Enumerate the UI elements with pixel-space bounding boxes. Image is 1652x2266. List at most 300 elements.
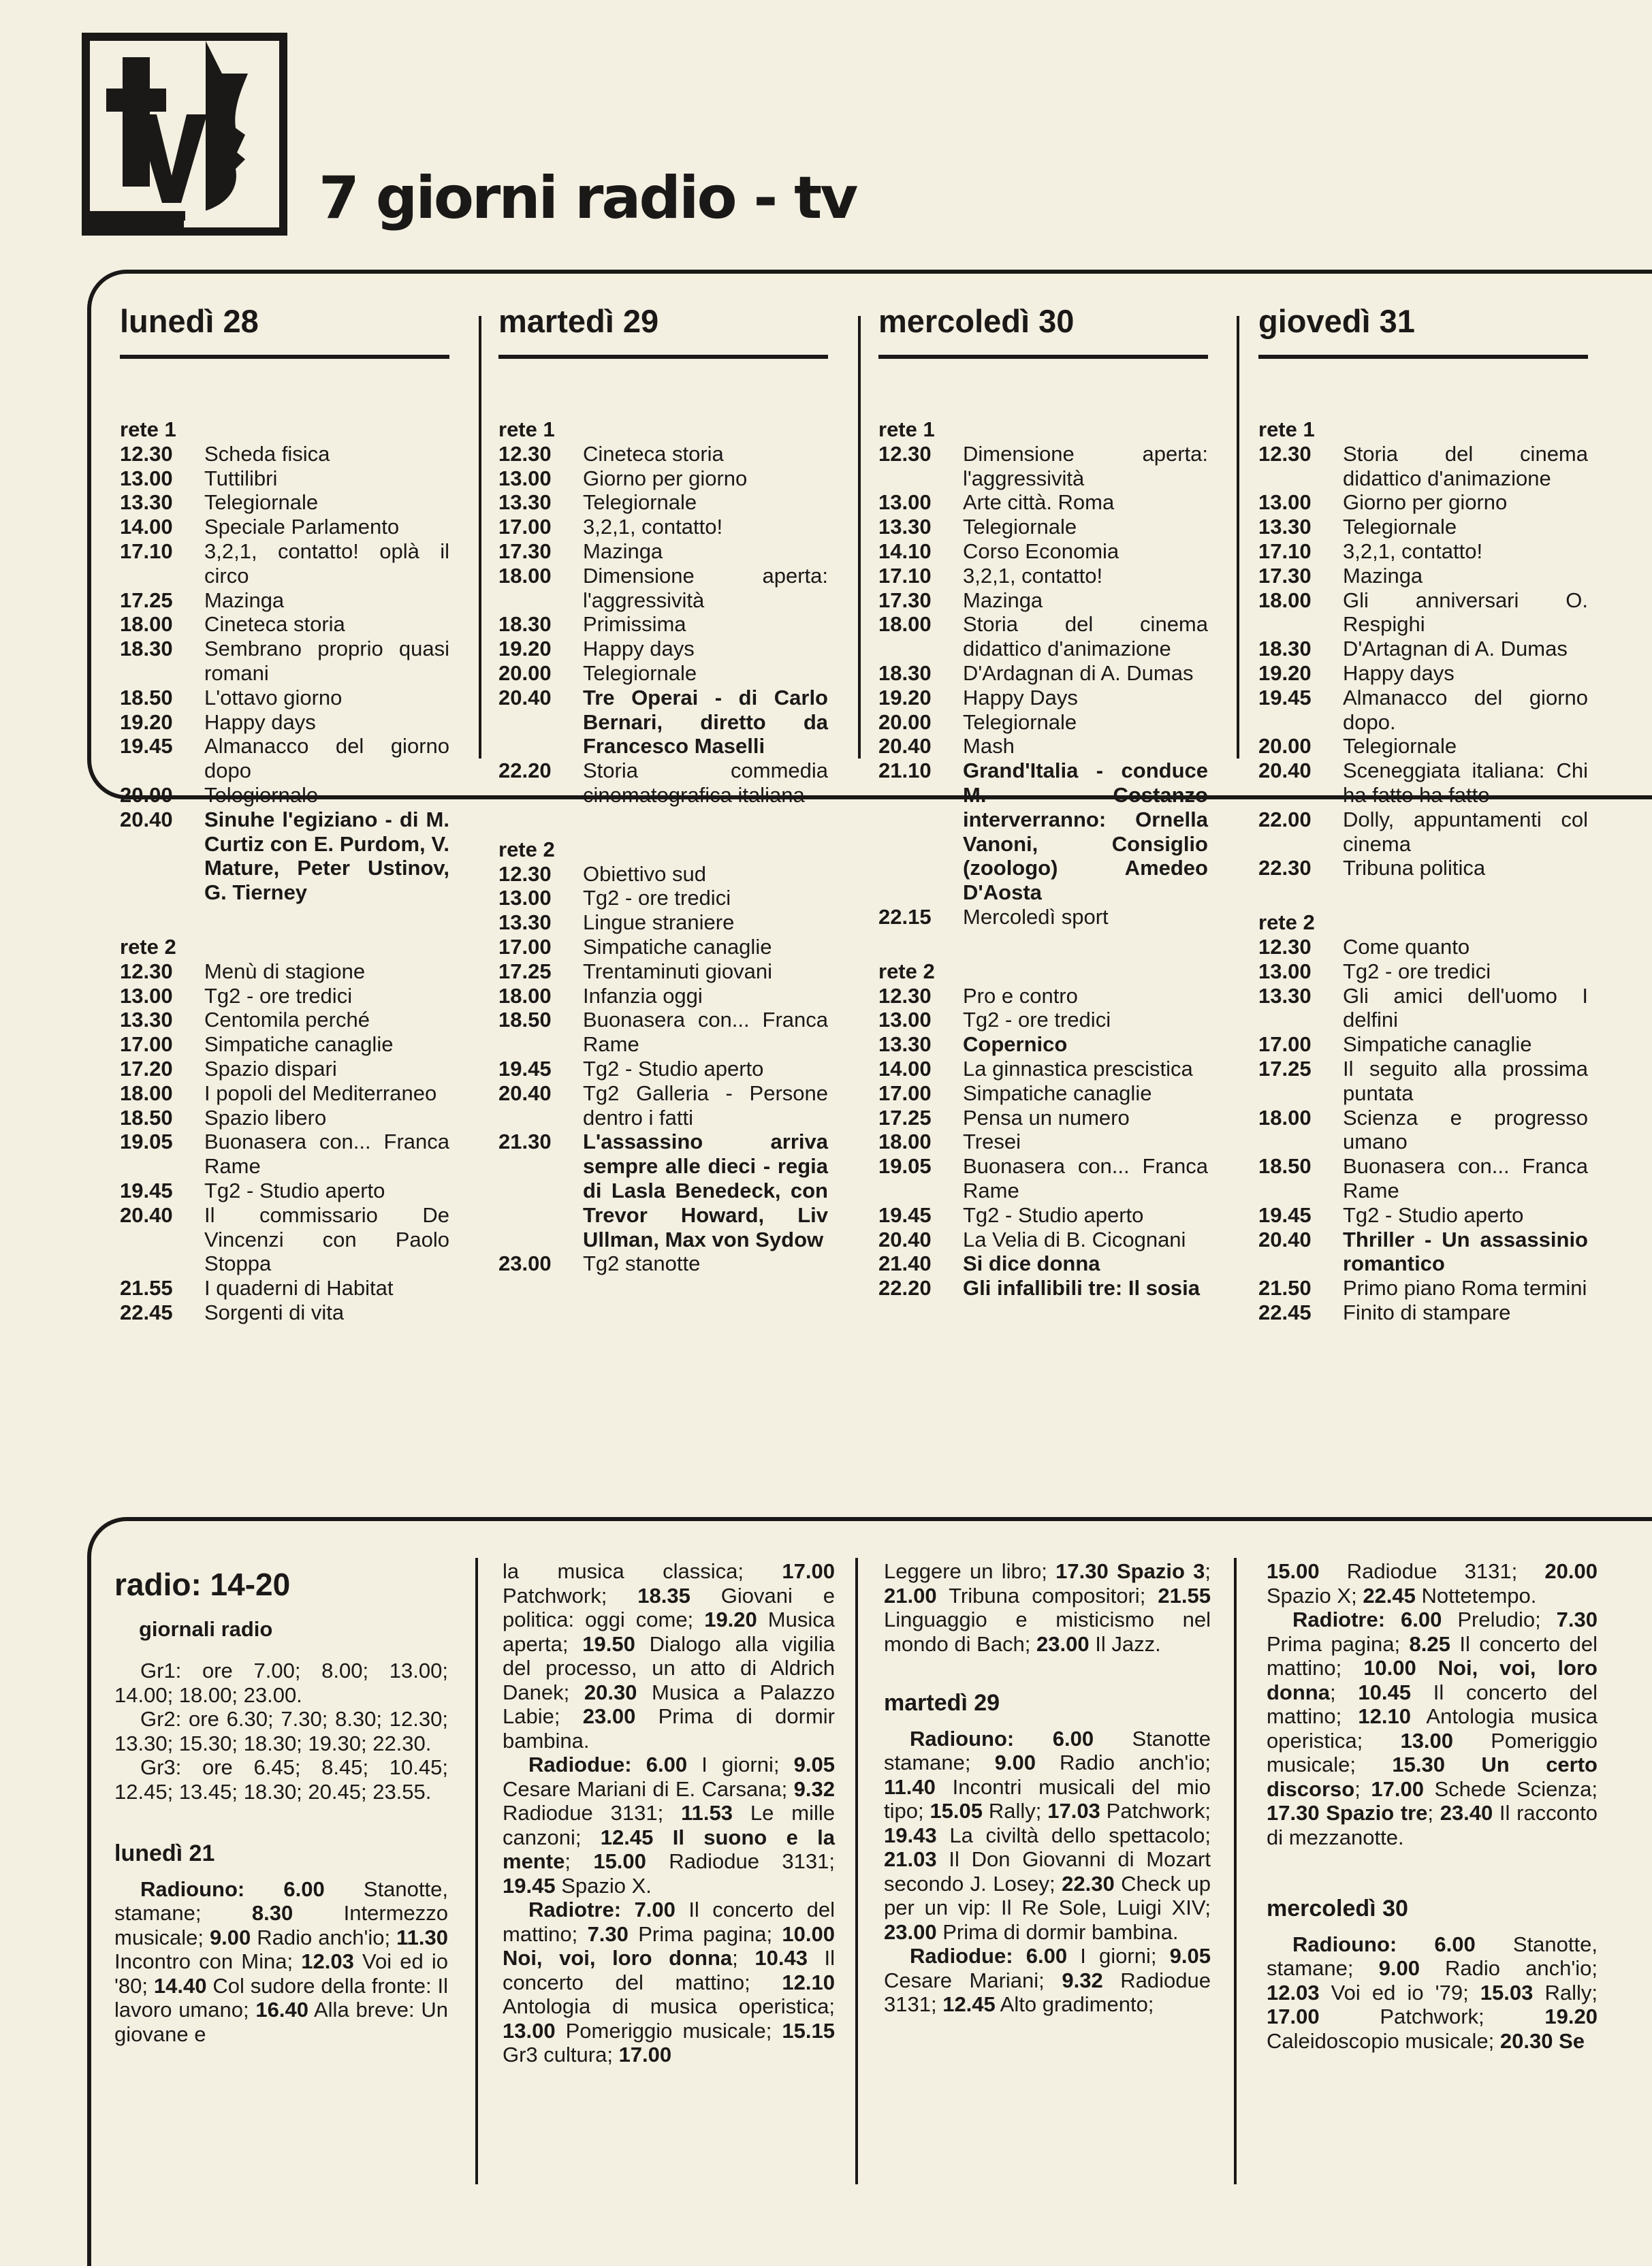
program-row bbox=[498, 612, 828, 637]
program-time: 19.45 bbox=[878, 1202, 932, 1227]
program-row bbox=[878, 984, 1208, 1008]
program-title: Simpatiche canaglie bbox=[204, 1032, 394, 1057]
program-time: 18.00 bbox=[120, 612, 173, 637]
program-title: Tribuna politica bbox=[1343, 856, 1486, 880]
program-time: 17.00 bbox=[498, 515, 552, 539]
program-title: Buonasera con... Franca Rame bbox=[963, 1154, 1208, 1202]
program-time: 21.55 bbox=[120, 1276, 173, 1300]
program-time: 19.20 bbox=[878, 685, 932, 709]
program-title: Cineteca storia bbox=[204, 612, 345, 637]
program-time: 17.00 bbox=[120, 1032, 173, 1057]
program-row bbox=[878, 661, 1208, 686]
program-time: 20.40 bbox=[1258, 759, 1312, 783]
program-title: 3,2,1, contatto! oplà il circo bbox=[204, 539, 449, 588]
program-title: 3,2,1, contatto! bbox=[1343, 539, 1483, 563]
program-row bbox=[120, 1057, 449, 1081]
program-title: D'Artagnan di A. Dumas bbox=[1343, 637, 1568, 661]
program-row bbox=[1258, 564, 1588, 588]
program-title: Buonasera con... Franca Rame bbox=[583, 1008, 828, 1057]
program-row bbox=[1258, 1276, 1588, 1300]
day-column bbox=[120, 305, 449, 1325]
program-title: 3,2,1, contatto! bbox=[583, 515, 723, 539]
program-row bbox=[120, 710, 449, 735]
program-time: 12.30 bbox=[878, 441, 932, 466]
gr-line: Gr3: ore 6.45; 8.45; 10.45; 12.45; 13.45; 18.30; 20.45; 23.55. bbox=[114, 1755, 448, 1804]
program-title: Telegiornale bbox=[583, 490, 697, 515]
program-title: Tg2 - Studio aperto bbox=[204, 1178, 385, 1202]
column-divider bbox=[858, 316, 861, 759]
program-row bbox=[120, 1081, 449, 1106]
program-time: 19.45 bbox=[120, 1178, 173, 1202]
program-time: 18.30 bbox=[498, 612, 552, 637]
program-time: 12.30 bbox=[498, 441, 552, 466]
program-title: Storia commedia cinematografica italiana bbox=[583, 759, 828, 807]
program-time: 17.30 bbox=[498, 539, 552, 563]
program-time: 20.40 bbox=[120, 1202, 173, 1227]
program-time: 22.45 bbox=[1258, 1300, 1312, 1324]
program-title: Happy days bbox=[583, 637, 695, 661]
program-row bbox=[120, 734, 449, 783]
program-row bbox=[120, 1179, 449, 1203]
program-time: 22.00 bbox=[1258, 807, 1312, 831]
program-row bbox=[498, 1081, 828, 1130]
radio-paragraph: 15.00 Radiodue 3131; 20.00 Spazio X; 22.45 Nottetempo. bbox=[1267, 1559, 1598, 1608]
program-time: 18.00 bbox=[878, 612, 932, 637]
program-title: Tg2 - Studio aperto bbox=[1343, 1202, 1524, 1227]
program-time: 12.30 bbox=[120, 441, 173, 466]
program-row bbox=[878, 515, 1208, 539]
program-time: 19.20 bbox=[120, 709, 173, 734]
program-row bbox=[120, 1300, 449, 1325]
program-row bbox=[878, 564, 1208, 588]
radio-paragraph: Radiouno: 6.00 Stanotte, stamane; 9.00 Radio anch'io; 12.03 Voi ed io '79; 15.03 Rally; 17.00 Patchwork; 19.20 Caleidoscopio musicale; 20.30 Se bbox=[1267, 1932, 1598, 2053]
program-time: 13.00 bbox=[498, 466, 552, 490]
program-time: 13.30 bbox=[1258, 983, 1312, 1008]
program-time: 13.00 bbox=[1258, 490, 1312, 515]
day-title: martedì 29 bbox=[498, 305, 828, 359]
program-row bbox=[120, 637, 449, 686]
program-row bbox=[878, 1251, 1208, 1276]
program-title: Tg2 stanotte bbox=[583, 1251, 701, 1276]
program-title: La Velia di B. Cicognani bbox=[963, 1227, 1186, 1251]
program-title: L'assassino arriva sempre alle dieci - regia di Lasla Benedeck, con Trevor Howard, Liv Ullman, Max von Sydow bbox=[583, 1130, 828, 1251]
program-title: Lingue straniere bbox=[583, 910, 735, 935]
program-title: Telegiornale bbox=[1343, 515, 1457, 539]
program-title: Happy Days bbox=[963, 685, 1078, 709]
program-title: Tg2 Galleria - Persone dentro i fatti bbox=[583, 1081, 828, 1130]
program-title: Infanzia oggi bbox=[583, 983, 703, 1008]
program-row bbox=[120, 1276, 449, 1300]
program-row bbox=[1258, 1032, 1588, 1057]
program-row bbox=[120, 588, 449, 613]
program-time: 21.40 bbox=[878, 1251, 932, 1276]
program-time: 13.00 bbox=[120, 983, 173, 1008]
program-row bbox=[878, 1008, 1208, 1032]
program-time: 19.45 bbox=[1258, 1202, 1312, 1227]
program-row bbox=[1258, 539, 1588, 564]
program-time: 23.00 bbox=[498, 1251, 552, 1276]
program-row bbox=[498, 490, 828, 515]
column-divider bbox=[1237, 316, 1239, 759]
program-time: 18.30 bbox=[120, 637, 173, 661]
program-title: Tg2 - ore tredici bbox=[583, 886, 731, 910]
program-time: 21.30 bbox=[498, 1130, 552, 1154]
program-title: Pro e contro bbox=[963, 983, 1078, 1008]
program-title: Spazio libero bbox=[204, 1105, 327, 1130]
program-title: Mazinga bbox=[963, 588, 1043, 612]
network-label: rete 2 bbox=[120, 934, 176, 959]
program-title: Il commissario De Vincenzi con Paolo Stoppa bbox=[204, 1202, 449, 1276]
program-title: Dolly, appuntamenti col cinema bbox=[1343, 807, 1588, 856]
day-column bbox=[878, 305, 1208, 1300]
program-title: Gli amici dell'uomo I delfini bbox=[1343, 983, 1588, 1032]
program-row bbox=[1258, 856, 1588, 880]
radio-paragraph: la musica classica; 17.00 Patchwork; 18.35 Giovani e politica: oggi come; 19.20 Musica aperta; 19.50 Dialogo alla vigilia del processo, un atto di Aldrich Danek; 20.30 Musica a Palazzo Labie; 23.00 Prima di dormir bambina. bbox=[503, 1559, 836, 1753]
program-time: 18.00 bbox=[498, 563, 552, 588]
program-time: 20.40 bbox=[498, 685, 552, 709]
program-time: 13.30 bbox=[878, 515, 932, 539]
program-row bbox=[1258, 935, 1588, 959]
program-time: 18.50 bbox=[120, 1105, 173, 1130]
radio-day-heading: lunedì 21 bbox=[114, 1840, 215, 1867]
program-row bbox=[1258, 959, 1588, 984]
program-title: Happy days bbox=[204, 709, 316, 734]
column-divider bbox=[855, 1558, 858, 2184]
program-title: Primissima bbox=[583, 612, 686, 637]
program-title: Simpatiche canaglie bbox=[963, 1081, 1152, 1105]
program-row bbox=[1258, 1154, 1588, 1203]
radio-day-heading: mercoledì 30 bbox=[1267, 1896, 1408, 1921]
program-row bbox=[878, 1203, 1208, 1228]
program-title: Telegiornale bbox=[1343, 734, 1457, 759]
program-title: Menù di stagione bbox=[204, 959, 366, 983]
gr-line: Gr2: ore 6.30; 7.30; 8.30; 12.30; 13.30; 15.30; 18.30; 19.30; 22.30. bbox=[114, 1707, 448, 1755]
program-title: Gli infallibili tre: Il sosia bbox=[963, 1276, 1200, 1300]
program-row bbox=[498, 539, 828, 564]
program-title: La ginnastica prescistica bbox=[963, 1056, 1193, 1081]
program-row bbox=[498, 1251, 828, 1276]
program-title: Telegiornale bbox=[583, 660, 697, 685]
radio-column-1 bbox=[114, 1554, 448, 2046]
program-time: 17.10 bbox=[1258, 539, 1312, 563]
program-time: 22.30 bbox=[1258, 856, 1312, 880]
program-row bbox=[1258, 1228, 1588, 1277]
program-time: 20.00 bbox=[878, 709, 932, 734]
program-time: 17.00 bbox=[1258, 1032, 1312, 1057]
program-title: Sembrano proprio quasi romani bbox=[204, 637, 449, 685]
radio-day-heading: martedì 29 bbox=[884, 1690, 1000, 1716]
program-time: 22.15 bbox=[878, 904, 932, 929]
program-time: 18.00 bbox=[498, 983, 552, 1008]
program-title: Gli anniversari O. Respighi bbox=[1343, 588, 1588, 637]
network-label: rete 1 bbox=[120, 417, 176, 441]
day-title: lunedì 28 bbox=[120, 305, 449, 359]
program-row bbox=[1258, 1203, 1588, 1228]
radio-paragraph: Radiodue: 6.00 I giorni; 9.05 Cesare Mariani; 9.32 Radiodue 3131; 12.45 Alto gradimento; bbox=[884, 1944, 1211, 2016]
program-time: 17.25 bbox=[120, 588, 173, 612]
program-row bbox=[120, 686, 449, 710]
program-time: 13.30 bbox=[878, 1032, 932, 1057]
program-row bbox=[1258, 661, 1588, 686]
program-title: Tg2 - Studio aperto bbox=[583, 1056, 764, 1081]
program-title: I popoli del Mediterraneo bbox=[204, 1081, 437, 1105]
program-title: Copernico bbox=[963, 1032, 1068, 1057]
program-time: 19.20 bbox=[498, 637, 552, 661]
program-title: D'Ardagnan di A. Dumas bbox=[963, 660, 1194, 685]
program-time: 18.00 bbox=[1258, 588, 1312, 612]
program-time: 17.00 bbox=[498, 934, 552, 959]
program-title: Thriller - Un assassinio romantico bbox=[1343, 1227, 1588, 1276]
program-title: Centomila perché bbox=[204, 1008, 370, 1032]
program-time: 12.30 bbox=[498, 861, 552, 886]
program-title: Tresei bbox=[963, 1130, 1021, 1154]
program-row bbox=[498, 959, 828, 984]
program-row bbox=[878, 612, 1208, 661]
program-time: 18.50 bbox=[498, 1008, 552, 1032]
program-row bbox=[120, 984, 449, 1008]
program-title: Telegiornale bbox=[204, 782, 319, 807]
program-row bbox=[1258, 515, 1588, 539]
program-row bbox=[878, 490, 1208, 515]
program-row bbox=[120, 783, 449, 808]
radio-paragraph: Radiouno: 6.00 Stanotte stamane; 9.00 Radio anch'io; 11.40 Incontri musicali del mio tipo; 15.05 Rally; 17.03 Patchwork; 19.43 La civiltà dello spettacolo; 21.03 Il Don Giovanni di Mozart secondo J. Losey; 22.30 Check up per un vip: Il Re Sole, Luigi XIV; 23.00 Prima di dormir bambina. bbox=[884, 1726, 1211, 1944]
program-time: 13.00 bbox=[498, 886, 552, 910]
program-time: 13.30 bbox=[1258, 515, 1312, 539]
program-row bbox=[498, 910, 828, 935]
program-row bbox=[498, 637, 828, 661]
program-row bbox=[1258, 759, 1588, 808]
program-time: 18.50 bbox=[1258, 1154, 1312, 1179]
program-row bbox=[878, 588, 1208, 613]
program-row bbox=[498, 515, 828, 539]
program-row bbox=[1258, 1300, 1588, 1325]
program-time: 12.30 bbox=[878, 983, 932, 1008]
program-time: 14.10 bbox=[878, 539, 932, 563]
program-row bbox=[120, 1106, 449, 1130]
day-title: giovedì 31 bbox=[1258, 305, 1588, 359]
program-row bbox=[120, 515, 449, 539]
program-row bbox=[498, 686, 828, 759]
program-time: 18.00 bbox=[1258, 1105, 1312, 1130]
program-row bbox=[498, 442, 828, 466]
program-row bbox=[120, 808, 449, 905]
network-label: rete 1 bbox=[1258, 417, 1315, 441]
program-title: Scienza e progresso umano bbox=[1343, 1105, 1588, 1154]
program-time: 18.50 bbox=[120, 685, 173, 709]
program-time: 20.40 bbox=[878, 1227, 932, 1251]
radio-column-3 bbox=[884, 1559, 1211, 2017]
program-time: 12.30 bbox=[1258, 934, 1312, 959]
radio-paragraph: Leggere un libro; 17.30 Spazio 3; 21.00 Tribuna compositori; 21.55 Linguaggio e misticismo nel mondo di Bach; 23.00 Il Jazz. bbox=[884, 1559, 1211, 1656]
program-time: 17.20 bbox=[120, 1056, 173, 1081]
program-title: Primo piano Roma termini bbox=[1343, 1276, 1587, 1300]
program-title: Dimensione aperta: l'aggressività bbox=[963, 441, 1208, 490]
program-title: Il seguito alla prossima puntata bbox=[1343, 1056, 1588, 1105]
program-row bbox=[120, 1130, 449, 1179]
program-row bbox=[498, 935, 828, 959]
program-title: Tre Operai - di Carlo Bernari, diretto da Francesco Maselli bbox=[583, 685, 828, 759]
program-time: 19.45 bbox=[120, 734, 173, 759]
column-divider bbox=[475, 1558, 478, 2184]
program-row bbox=[120, 442, 449, 466]
radio-column-4 bbox=[1267, 1559, 1598, 2053]
program-time: 18.00 bbox=[878, 1130, 932, 1154]
radio-paragraph: Radiotre: 7.00 Il concerto del mattino; 7.30 Prima pagina; 10.00 Noi, voi, loro donna; 10.43 Il concerto del mattino; 12.10 Antologia di musica operistica; 13.00 Pomeriggio musicale; 15.15 Gr3 cultura; 17.00 bbox=[503, 1898, 835, 2066]
program-title: Mazinga bbox=[1343, 563, 1423, 588]
program-row bbox=[878, 1106, 1208, 1130]
program-title: Arte città. Roma bbox=[963, 490, 1115, 515]
program-row bbox=[498, 886, 828, 910]
program-title: Simpatiche canaglie bbox=[583, 934, 772, 959]
program-time: 21.10 bbox=[878, 759, 932, 783]
program-title: Corso Economia bbox=[963, 539, 1119, 563]
program-row bbox=[878, 1154, 1208, 1203]
program-row bbox=[878, 710, 1208, 735]
program-time: 13.00 bbox=[1258, 959, 1312, 983]
program-title: Sinuhe l'egiziano - di M. Curtiz con E. Purdom, V. Mature, Peter Ustinov, G. Tierney bbox=[204, 807, 449, 905]
program-title: Come quanto bbox=[1343, 934, 1470, 959]
program-title: Buonasera con... Franca Rame bbox=[1343, 1154, 1588, 1202]
program-time: 22.20 bbox=[878, 1276, 932, 1300]
program-time: 14.00 bbox=[878, 1056, 932, 1081]
program-time: 20.40 bbox=[498, 1081, 552, 1105]
program-row bbox=[498, 661, 828, 686]
program-row bbox=[498, 862, 828, 887]
program-time: 20.00 bbox=[498, 660, 552, 685]
program-title: Happy days bbox=[1343, 660, 1455, 685]
tv-logo bbox=[82, 33, 287, 236]
network-label: rete 2 bbox=[878, 959, 935, 983]
radio-paragraph: Radiouno: 6.00 Stanotte, stamane; 8.30 Intermezzo musicale; 9.00 Radio anch'io; 11.30 Incontro con Mina; 12.03 Voi ed io '80; 14.40 Col sudore della fronte: Il lavoro umano; 16.40 Alla breve: Un giovane e bbox=[114, 1877, 449, 2046]
program-time: 14.00 bbox=[120, 515, 173, 539]
program-title: Tg2 - Studio aperto bbox=[963, 1202, 1144, 1227]
day-title: mercoledì 30 bbox=[878, 305, 1208, 359]
program-row bbox=[120, 490, 449, 515]
program-row bbox=[878, 1130, 1208, 1154]
program-row bbox=[120, 1203, 449, 1276]
program-title: Dimensione aperta: l'aggressività bbox=[583, 563, 828, 612]
program-title: Obiettivo sud bbox=[583, 861, 706, 886]
program-title: Tg2 - ore tredici bbox=[204, 983, 353, 1008]
program-time: 13.30 bbox=[498, 490, 552, 515]
program-time: 20.40 bbox=[120, 807, 173, 831]
program-time: 22.45 bbox=[120, 1300, 173, 1324]
program-title: Mazinga bbox=[583, 539, 663, 563]
radio-subtitle: giornali radio bbox=[139, 1616, 273, 1641]
program-title: Tuttilibri bbox=[204, 466, 278, 490]
program-time: 18.00 bbox=[120, 1081, 173, 1105]
network-label: rete 2 bbox=[1258, 910, 1315, 935]
day-column bbox=[498, 305, 828, 1276]
program-time: 18.30 bbox=[1258, 637, 1312, 661]
program-row bbox=[1258, 1106, 1588, 1155]
program-row bbox=[498, 1130, 828, 1251]
radio-paragraph: Radiodue: 6.00 I giorni; 9.05 Cesare Mariani di E. Carsana; 9.32 Radiodue 3131; 11.53 Le mille canzoni; 12.45 Il suono e la mente; 15.00 Radiodue 3131; 19.45 Spazio X. bbox=[503, 1753, 835, 1898]
program-time: 20.40 bbox=[878, 734, 932, 759]
program-time: 21.50 bbox=[1258, 1276, 1312, 1300]
program-row bbox=[498, 466, 828, 491]
program-time: 13.00 bbox=[878, 1008, 932, 1032]
program-time: 20.40 bbox=[1258, 1227, 1312, 1251]
gr-line: Gr1: ore 7.00; 8.00; 13.00; 14.00; 18.00; 23.00. bbox=[114, 1659, 448, 1707]
program-title: L'ottavo giorno bbox=[204, 685, 343, 709]
program-title: Pensa un numero bbox=[963, 1105, 1130, 1130]
program-row bbox=[1258, 490, 1588, 515]
program-title: Simpatiche canaglie bbox=[1343, 1032, 1532, 1057]
program-row bbox=[498, 1008, 828, 1057]
program-title: Buonasera con... Franca Rame bbox=[204, 1130, 449, 1179]
program-title: Trentaminuti giovani bbox=[583, 959, 772, 983]
program-row bbox=[498, 1057, 828, 1081]
program-time: 13.30 bbox=[120, 490, 173, 515]
program-time: 17.25 bbox=[498, 959, 552, 983]
program-time: 12.30 bbox=[120, 959, 173, 983]
program-row bbox=[878, 759, 1208, 905]
program-title: Si dice donna bbox=[963, 1251, 1100, 1276]
program-time: 20.00 bbox=[1258, 734, 1312, 759]
program-title: Storia del cinema didattico d'animazione bbox=[963, 612, 1208, 661]
program-time: 17.10 bbox=[878, 563, 932, 588]
program-row bbox=[878, 734, 1208, 759]
program-title: Telegiornale bbox=[204, 490, 319, 515]
program-row bbox=[498, 984, 828, 1008]
masthead-title: 7 giorni radio - tv bbox=[319, 164, 857, 232]
program-title: Giorno per giorno bbox=[1343, 490, 1508, 515]
program-row bbox=[120, 1032, 449, 1057]
program-time: 17.10 bbox=[120, 539, 173, 563]
column-divider bbox=[479, 316, 481, 759]
radio-title: radio: 14-20 bbox=[114, 1567, 291, 1602]
program-time: 17.30 bbox=[878, 588, 932, 612]
program-row bbox=[1258, 637, 1588, 661]
program-title: Mercoledì sport bbox=[963, 904, 1109, 929]
network-label: rete 1 bbox=[498, 417, 555, 441]
program-title: Almanacco del giorno dopo bbox=[204, 734, 449, 783]
program-time: 17.25 bbox=[1258, 1056, 1312, 1081]
program-title: Sceneggiata italiana: Chi ha fatto ha fatto bbox=[1343, 759, 1588, 807]
program-row bbox=[1258, 442, 1588, 491]
day-column bbox=[1258, 305, 1588, 1325]
program-time: 19.05 bbox=[878, 1154, 932, 1179]
program-row bbox=[1258, 1057, 1588, 1106]
program-row bbox=[878, 1228, 1208, 1252]
program-title: Mazinga bbox=[204, 588, 285, 612]
program-time: 13.00 bbox=[878, 490, 932, 515]
program-time: 19.45 bbox=[1258, 685, 1312, 709]
program-time: 17.00 bbox=[878, 1081, 932, 1105]
program-title: Mash bbox=[963, 734, 1015, 759]
program-title: Storia del cinema didattico d'animazione bbox=[1343, 441, 1588, 490]
program-row bbox=[878, 1057, 1208, 1081]
program-title: Tg2 - ore tredici bbox=[963, 1008, 1111, 1032]
program-time: 19.05 bbox=[120, 1130, 173, 1154]
program-row bbox=[878, 1032, 1208, 1057]
program-time: 17.30 bbox=[1258, 563, 1312, 588]
program-row bbox=[878, 1081, 1208, 1106]
program-time: 17.25 bbox=[878, 1105, 932, 1130]
program-time: 19.20 bbox=[1258, 660, 1312, 685]
program-time: 19.45 bbox=[498, 1056, 552, 1081]
program-title: Almanacco del giorno dopo. bbox=[1343, 685, 1588, 734]
program-row bbox=[1258, 588, 1588, 637]
program-row bbox=[1258, 808, 1588, 857]
program-row bbox=[1258, 984, 1588, 1033]
program-time: 13.30 bbox=[498, 910, 552, 935]
program-title: Finito di stampare bbox=[1343, 1300, 1511, 1324]
program-row bbox=[878, 686, 1208, 710]
network-label: rete 1 bbox=[878, 417, 935, 441]
program-row bbox=[1258, 734, 1588, 759]
